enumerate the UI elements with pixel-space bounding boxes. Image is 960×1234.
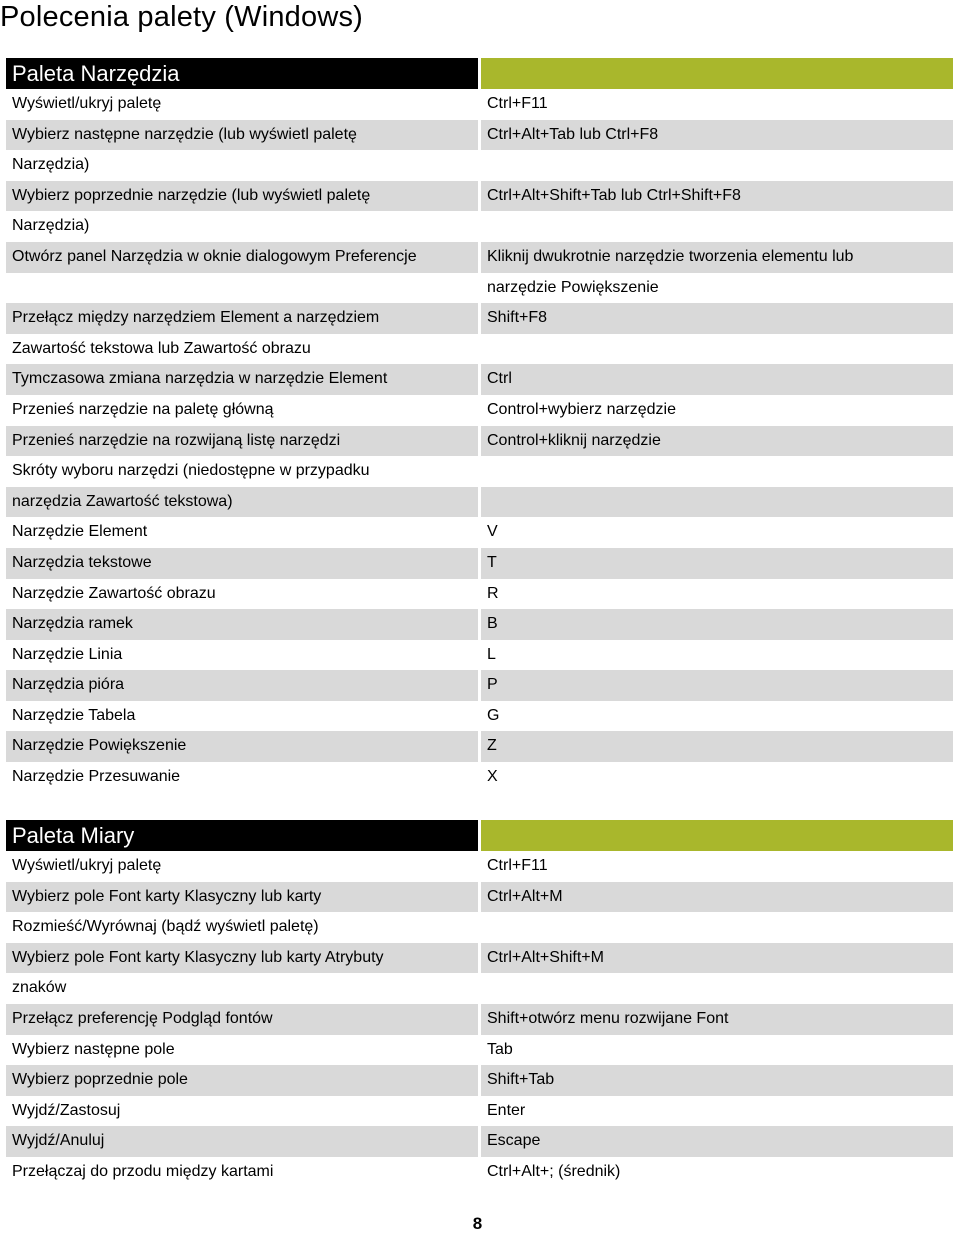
shortcut-cell: R (481, 579, 953, 610)
table-row (6, 762, 953, 793)
table-row (6, 150, 953, 181)
table-row (6, 364, 953, 395)
action-cell: Przenieś narzędzie na rozwijaną listę narzędzi (6, 426, 478, 457)
shortcut-cell: X (481, 762, 953, 793)
shortcut-cell: G (481, 701, 953, 732)
table-row (6, 640, 953, 671)
table-row (6, 303, 953, 334)
shortcut-cell: narzędzie Powiększenie (481, 273, 953, 304)
action-cell: Narzędzia ramek (6, 609, 478, 640)
table-row (6, 517, 953, 548)
shortcut-cell: B (481, 609, 953, 640)
action-cell: Narzędzie Przesuwanie (6, 762, 478, 793)
shortcut-cell (481, 912, 953, 943)
table-row (6, 395, 953, 426)
table-row (6, 670, 953, 701)
action-cell: Wybierz pole Font karty Klasyczny lub karty Atrybuty (6, 943, 478, 974)
shortcut-cell: P (481, 670, 953, 701)
page-number: 8 (472, 1214, 483, 1233)
shortcut-cell: Ctrl+Alt+Shift+Tab lub Ctrl+Shift+F8 (481, 181, 953, 212)
shortcut-table (6, 851, 953, 1188)
action-cell: Narzędzie Element (6, 517, 478, 548)
shortcut-cell: Control+wybierz narzędzie (481, 395, 953, 426)
table-row (6, 973, 953, 1004)
table-row (6, 1004, 953, 1035)
section-accent-bar (481, 820, 953, 851)
action-cell: Wyjdź/Anuluj (6, 1126, 478, 1157)
action-cell: Narzędzia) (6, 150, 478, 181)
table-row (6, 1035, 953, 1066)
shortcut-cell (481, 334, 953, 365)
table-row (6, 731, 953, 762)
shortcut-cell: Ctrl+Alt+; (średnik) (481, 1157, 953, 1188)
action-cell (6, 273, 478, 304)
shortcut-cell (481, 211, 953, 242)
table-row (6, 456, 953, 487)
shortcut-cell (481, 973, 953, 1004)
table-row (6, 1126, 953, 1157)
action-cell: Zawartość tekstowa lub Zawartość obrazu (6, 334, 478, 365)
action-cell: Narzędzia tekstowe (6, 548, 478, 579)
action-cell: Wyświetl/ukryj paletę (6, 89, 478, 120)
shortcut-cell: Tab (481, 1035, 953, 1066)
shortcut-cell: V (481, 517, 953, 548)
table-row (6, 701, 953, 732)
shortcut-cell: Escape (481, 1126, 953, 1157)
table-row (6, 609, 953, 640)
table-row (6, 882, 953, 913)
action-cell: Wybierz następne pole (6, 1035, 478, 1066)
action-cell: Skróty wyboru narzędzi (niedostępne w przypadku (6, 456, 478, 487)
action-cell: znaków (6, 973, 478, 1004)
table-row (6, 334, 953, 365)
shortcut-cell: Shift+Tab (481, 1065, 953, 1096)
section-tools-palette (6, 58, 953, 793)
section-header (6, 820, 953, 851)
table-row (6, 912, 953, 943)
table-row (6, 426, 953, 457)
shortcut-table (6, 89, 953, 793)
action-cell: Wybierz poprzednie pole (6, 1065, 478, 1096)
section-header (6, 58, 953, 89)
action-cell: Przenieś narzędzie na paletę główną (6, 395, 478, 426)
table-row (6, 1065, 953, 1096)
shortcut-cell: Ctrl+F11 (481, 89, 953, 120)
table-row (6, 89, 953, 120)
action-cell: Narzędzie Zawartość obrazu (6, 579, 478, 610)
shortcut-cell: Z (481, 731, 953, 762)
section-measurements-palette (6, 820, 953, 1188)
table-row (6, 211, 953, 242)
table-row (6, 1096, 953, 1127)
action-cell: Wyjdź/Zastosuj (6, 1096, 478, 1127)
table-row (6, 273, 953, 304)
shortcut-cell: Ctrl+F11 (481, 851, 953, 882)
shortcut-cell: Ctrl+Alt+Tab lub Ctrl+F8 (481, 120, 953, 151)
shortcut-cell (481, 150, 953, 181)
shortcut-cell: Shift+otwórz menu rozwijane Font (481, 1004, 953, 1035)
shortcut-cell: Kliknij dwukrotnie narzędzie tworzenia elementu lub (481, 242, 953, 273)
table-row (6, 943, 953, 974)
action-cell: Przełączaj do przodu między kartami (6, 1157, 478, 1188)
action-cell: Wyświetl/ukryj paletę (6, 851, 478, 882)
shortcut-cell: L (481, 640, 953, 671)
section-accent-bar (481, 58, 953, 89)
shortcut-cell: Shift+F8 (481, 303, 953, 334)
action-cell: Wybierz następne narzędzie (lub wyświetl paletę (6, 120, 478, 151)
action-cell: Narzędzia pióra (6, 670, 478, 701)
action-cell: Otwórz panel Narzędzia w oknie dialogowym Preferencje (6, 242, 478, 273)
section-title: Paleta Miary (6, 820, 478, 851)
table-row (6, 851, 953, 882)
action-cell: narzędzia Zawartość tekstowa) (6, 487, 478, 518)
action-cell: Narzędzie Linia (6, 640, 478, 671)
action-cell: Przełącz między narzędziem Element a narzędziem (6, 303, 478, 334)
table-row (6, 548, 953, 579)
shortcut-cell: Enter (481, 1096, 953, 1127)
action-cell: Narzędzie Tabela (6, 701, 478, 732)
action-cell: Narzędzia) (6, 211, 478, 242)
table-row (6, 181, 953, 212)
shortcut-cell: Control+kliknij narzędzie (481, 426, 953, 457)
shortcut-cell (481, 487, 953, 518)
action-cell: Rozmieść/Wyrównaj (bądź wyświetl paletę) (6, 912, 478, 943)
action-cell: Wybierz pole Font karty Klasyczny lub karty (6, 882, 478, 913)
shortcut-cell: Ctrl (481, 364, 953, 395)
action-cell: Wybierz poprzednie narzędzie (lub wyświetl paletę (6, 181, 478, 212)
action-cell: Narzędzie Powiększenie (6, 731, 478, 762)
action-cell: Przełącz preferencję Podgląd fontów (6, 1004, 478, 1035)
table-row (6, 120, 953, 151)
shortcut-cell: Ctrl+Alt+M (481, 882, 953, 913)
table-row (6, 487, 953, 518)
table-row (6, 579, 953, 610)
section-title: Paleta Narzędzia (6, 58, 478, 89)
page-title: Polecenia palety (Windows) (0, 1, 364, 33)
table-row (6, 242, 953, 273)
action-cell: Tymczasowa zmiana narzędzia w narzędzie Element (6, 364, 478, 395)
shortcut-cell (481, 456, 953, 487)
shortcut-cell: Ctrl+Alt+Shift+M (481, 943, 953, 974)
table-row (6, 1157, 953, 1188)
shortcut-cell: T (481, 548, 953, 579)
